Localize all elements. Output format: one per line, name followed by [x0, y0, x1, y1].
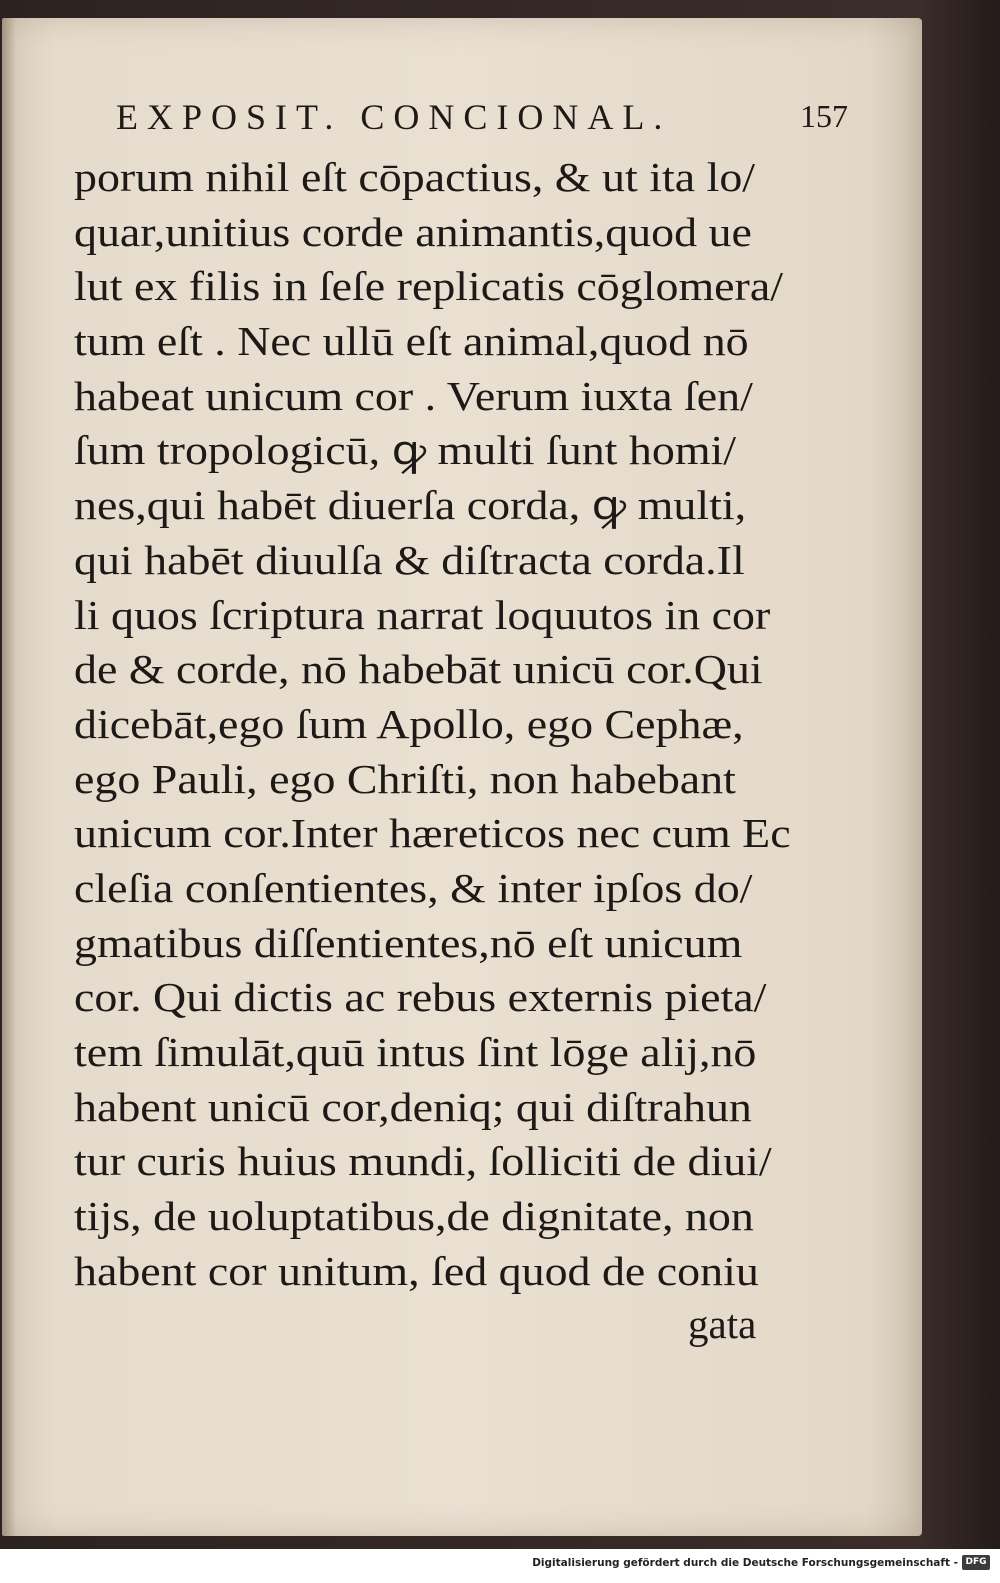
text-line: cor. Qui dictis ac rebus externis pieta/: [74, 974, 767, 1021]
dfg-logo: DFG: [962, 1555, 990, 1570]
text-line: gmatibus diſſentientes,nō eſt unicum: [74, 919, 743, 966]
text-line: ſum tropologicū, ꝙ multi ſunt homi/: [74, 427, 737, 474]
text-line: dicebāt,ego ſum Apollo, ego Cephæ,: [74, 700, 744, 747]
footer-credit: Digitalisierung gefördert durch die Deutsche Forschungsgemeinschaft -: [532, 1557, 958, 1569]
text-line: habent cor unitum, ſed quod de coniu: [74, 1247, 759, 1294]
page-gutter-shadow: [2, 18, 16, 1536]
catchword: gata: [688, 1301, 757, 1347]
text-line: tur curis huius mundi, ſolliciti de diui/: [74, 1138, 772, 1185]
text-line: lut ex filis in ſeſe replicatis cōglomera/: [74, 263, 783, 310]
text-line: ego Pauli, ego Chriſti, non habebant: [74, 755, 736, 802]
text-line: unicum cor.Inter hæreticos nec cum Ec: [74, 810, 791, 857]
text-line: porum nihil eſt cōpactius, & ut ita lo/: [74, 154, 756, 200]
text-line: habent unicū cor,deniq; qui diſtrahun: [74, 1083, 752, 1130]
text-line: tijs, de uoluptatibus,de dignitate, non: [74, 1193, 754, 1240]
text-line: tem ſimulāt,quū intus ſint lōge alij,nō: [74, 1029, 757, 1075]
text-line: quar,unitius corde animantis,quod ue: [74, 208, 752, 255]
running-head: EXPOSIT. CONCIONAL.: [116, 97, 672, 137]
text-line: tum eſt . Nec ullū eſt animal,quod nō: [74, 318, 749, 365]
page-number: 157: [800, 98, 848, 134]
text-line: nes,qui habēt diuerſa corda, ꝙ multi,: [74, 482, 747, 529]
text-line: li quos ſcriptura narrat loquutos in cor: [74, 591, 771, 638]
text-line: habeat unicum cor . Verum iuxta ſen/: [74, 372, 753, 419]
text-line: de & corde, nō habebāt unicū cor.Qui: [74, 646, 763, 693]
text-line: qui habēt diuulſa & diſtracta corda.Il: [74, 536, 745, 583]
body-text: [74, 150, 794, 1298]
text-line: cleſia conſentientes, & inter ipſos do/: [74, 864, 753, 911]
